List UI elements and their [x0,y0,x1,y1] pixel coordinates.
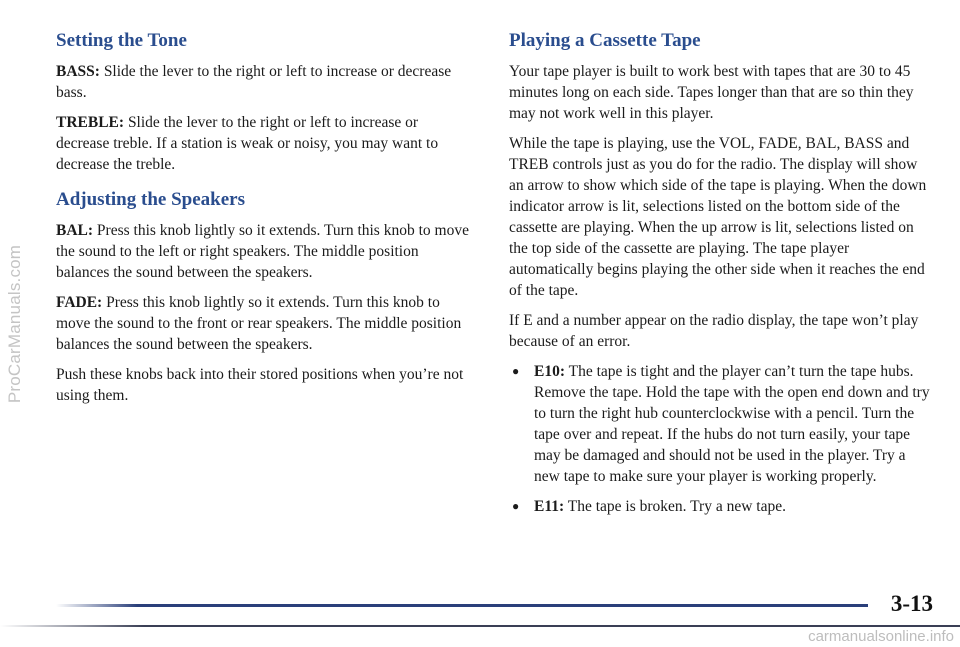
fade-paragraph [56,292,474,355]
heading-adjusting-speakers: Adjusting the Speakers [56,189,245,210]
left-column [56,30,474,415]
error-intro-paragraph: If E and a number appear on the radio display, the tape won’t play because of an error. [509,312,919,350]
tape-playing-paragraph: While the tape is playing, use the VOL, FADE, BAL, BASS and TREB controls just as you do for the radio. The display will show an arrow to show which side of the tape is playing. When the down indicator arrow is lit, selections listed on the bottom side of the cassette are playing. When the up arrow is lit, selections listed on the top side of the cassette are playing. The tape player automatically begins playing the other side when it reaches the end of the tape. [509,135,927,299]
watermark-left-text: ProCarManuals.com [5,244,24,403]
tape-length-paragraph: Your tape player is built to work best with tapes that are 30 to 45 minutes long on each side. Tapes longer than that are so thin they may not work well in this player. [509,63,914,122]
bass-text: Slide the lever to the right or left to increase or decrease bass. [56,63,452,101]
heading-setting-the-tone: Setting the Tone [56,30,187,51]
e11-term: E11: [534,498,565,515]
push-knobs-paragraph: Push these knobs back into their stored positions when you’re not using them. [56,366,464,404]
list-item-e11 [509,496,933,517]
heading-playing-cassette: Playing a Cassette Tape [509,30,701,51]
watermark-left [4,0,26,647]
e10-text: The tape is tight and the player can’t turn the tape hubs. Remove the tape. Hold the tape with the open end down and try to turn the right hub counterclockwise with a pencil. Turn the tape over and repeat. If the hubs do not turn easily, your tape may be damaged and should not be used in the player. Try a new tape to make sure your player is working properly. [534,363,930,485]
page-number: 3-13 [890,591,933,616]
e11-text: The tape is broken. Try a new tape. [564,498,786,515]
bottom-rule [0,625,960,627]
bullet-icon: ● [512,499,520,513]
bal-term: BAL: [56,222,94,239]
bullet-icon: ● [512,364,520,378]
list-item-e10 [509,361,933,487]
fade-term: FADE: [56,294,103,311]
bass-paragraph [56,61,474,103]
watermark-bottom: carmanualsonline.info [808,628,954,645]
bal-text: Press this knob lightly so it extends. Turn this knob to move the sound to the left or right speakers. The middle position balances the sound between the speakers. [56,222,469,281]
treble-term: TREBLE: [56,114,125,131]
e10-term: E10: [534,363,565,380]
bass-term: BASS: [56,63,100,80]
fade-text: Press this knob lightly so it extends. Turn this knob to move the sound to the front or rear speakers. The middle position balances the sound between the speakers. [56,294,462,353]
footer-rule [56,604,868,607]
error-list [509,361,933,517]
right-column [509,30,933,526]
treble-text: Slide the lever to the right or left to increase or decrease treble. If a station is weak or noisy, you may want to decrease the treble. [56,114,439,173]
treble-paragraph [56,112,474,175]
bal-paragraph [56,220,474,283]
